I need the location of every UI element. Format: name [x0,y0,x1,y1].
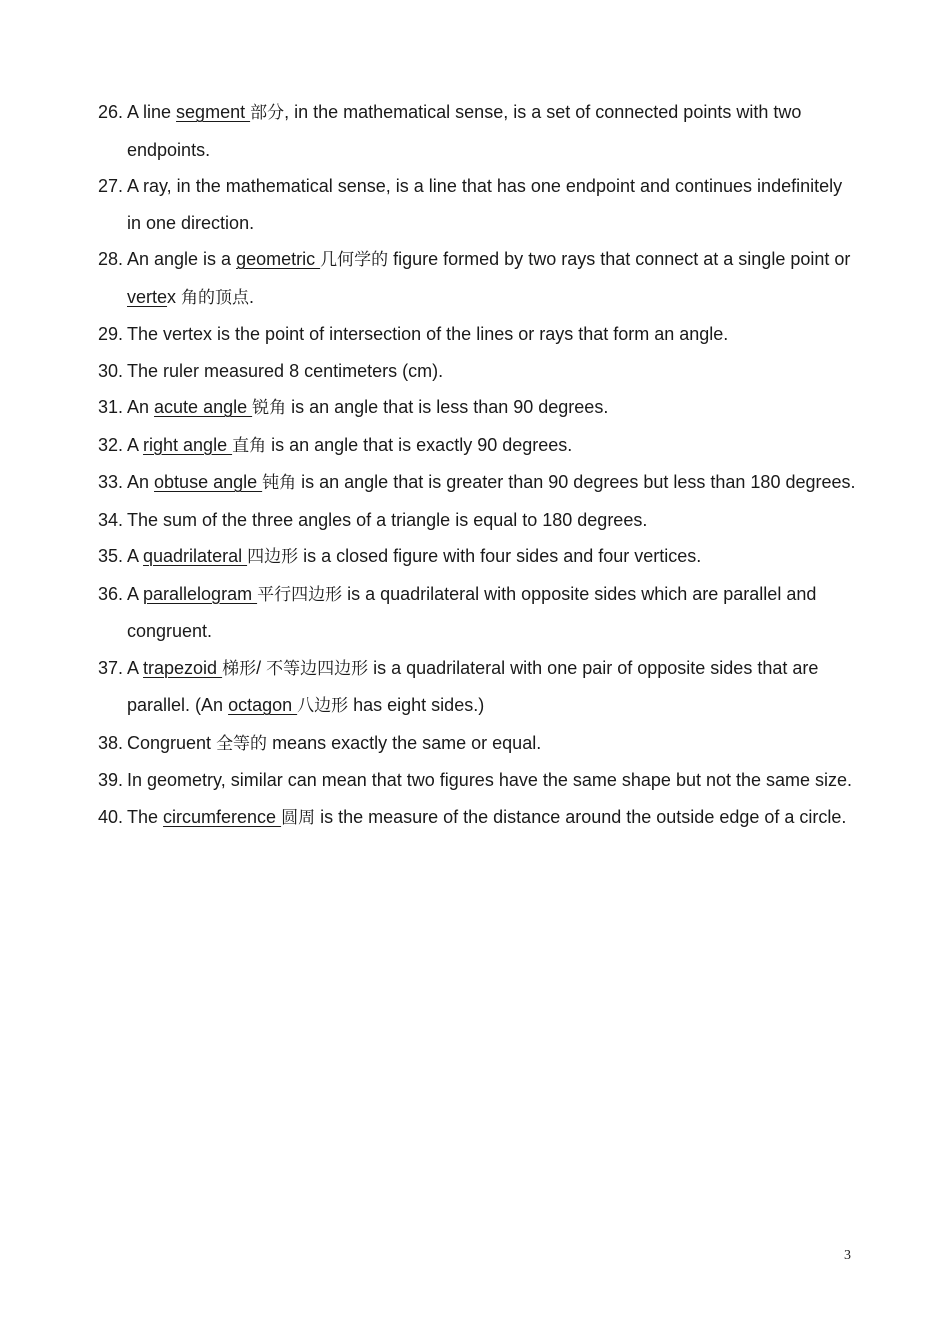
item-text: The ruler measured 8 centimeters (cm). [127,360,444,381]
chinese-translation: 直角 [232,435,267,456]
chinese-translation: 全等的 [216,733,268,754]
item-number: 39. [98,770,124,790]
item-text: An [127,397,155,417]
item-text: The sum of the three angles of a triangle is equal to 180 degrees. [127,509,648,530]
chinese-translation: 钝角 [262,473,297,493]
item-number: 34. [98,509,124,530]
item-text: is an angle that is exactly 90 degrees. [266,434,573,455]
item-number: 33. [98,472,124,492]
item-text: A [127,434,144,455]
underlined-term: quadrilateral [143,546,248,566]
list-item [98,94,858,168]
chinese-translation: 部分 [250,103,285,123]
list-item [98,464,858,502]
chinese-translation: 几何学的 [320,250,389,270]
underlined-term: parallelogram [143,583,258,604]
item-text: A [127,657,144,678]
underlined-term: geometric [236,249,321,269]
list-item [98,168,858,241]
list-item [98,502,858,539]
vocabulary-list [98,94,858,836]
list-item [98,241,858,316]
chinese-translation: 不等边四边形 [266,658,369,679]
item-number: 36. [98,583,124,604]
list-item [98,316,858,353]
underlined-term: right angle [143,434,233,455]
item-number: 32. [98,434,124,455]
item-number: 26. [98,102,124,122]
list-item [98,762,858,799]
list-item [98,427,858,465]
list-item [98,576,858,650]
underlined-term: acute angle [154,397,253,417]
item-text: A ray, in the mathematical sense, is a line that has one endpoint and continues indefinitely in one direction. [127,176,843,233]
item-number: 28. [98,249,124,269]
chinese-translation: 四边形 [247,547,299,567]
item-number: 27. [98,176,124,196]
chinese-translation: 平行四边形 [257,584,343,605]
item-text: is a quadrilateral with one pair of opposite sides that are parallel. (An [127,657,819,715]
underlined-term: obtuse angle [154,472,263,492]
list-item [98,725,858,763]
item-text: is an angle that is greater than 90 degrees but less than 180 degrees. [296,472,856,492]
item-text: The [127,806,164,827]
item-number: 31. [98,397,124,417]
item-text: means exactly the same or equal. [267,732,542,753]
item-text: is an angle that is less than 90 degrees. [286,397,609,417]
chinese-translation: 角的顶点 [181,287,250,308]
item-text: figure formed by two rays that connect at a single point or [388,249,851,269]
item-text: / [256,657,267,678]
chinese-translation: 梯形 [222,658,257,679]
item-number: 29. [98,324,124,344]
item-text: is a quadrilateral with opposite sides which are parallel and congruent. [127,583,817,641]
item-text: A [127,583,144,604]
item-text: has eight sides.) [348,695,485,715]
item-text: An [127,472,155,492]
item-number: 35. [98,546,124,566]
underlined-term: circumference [163,806,282,827]
chinese-translation: 八边形 [297,696,349,716]
underlined-term: trapezoid [143,657,223,678]
underlined-term: octagon [228,695,298,715]
underlined-term: verte [127,286,168,307]
item-number: 37. [98,657,124,678]
item-text: A [127,546,144,566]
item-text: is a closed figure with four sides and four vertices. [298,546,702,566]
item-text: An angle is a [127,249,237,269]
item-text: is the measure of the distance around the outside edge of a circle. [315,806,847,827]
item-text: . [249,286,255,307]
item-text: x [167,286,182,307]
item-number: 40. [98,806,124,827]
item-number: 38. [98,732,124,753]
item-text: A line [127,102,177,122]
item-text: In geometry, similar can mean that two figures have the same shape but not the same size. [127,770,853,790]
chinese-translation: 锐角 [252,398,287,418]
list-item [98,389,858,427]
page-number: 3 [844,1248,851,1263]
item-text: , in the mathematical sense, is a set of connected points with two endpoints. [127,102,802,160]
list-item [98,353,858,390]
item-text: The vertex is the point of intersection of the lines or rays that form an angle. [127,324,729,344]
underlined-term: segment [176,102,251,122]
item-number: 30. [98,360,124,381]
chinese-translation: 圆周 [281,807,316,828]
list-item [98,650,858,725]
list-item [98,799,858,837]
list-item [98,538,858,576]
item-text: Congruent [127,732,217,753]
